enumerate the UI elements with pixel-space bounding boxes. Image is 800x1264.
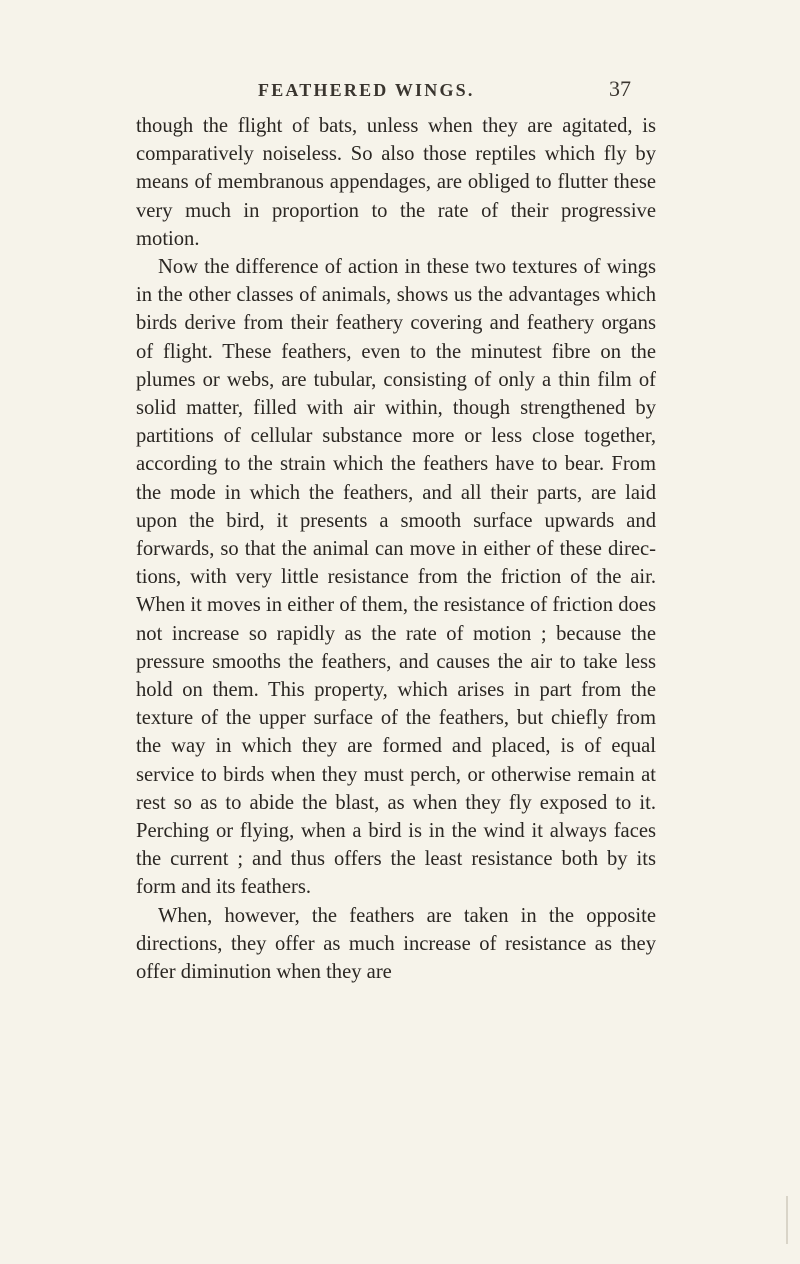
page-edge-mark <box>786 1196 788 1244</box>
page-number: 37 <box>609 76 631 101</box>
paragraph-2: Now the difference of action in these two textures of wings in the other classes of animals, shows us the advantages which birds derive from their feathery covering and feathery organs of flight. These feathers, even to the minutest fibre on the plumes or webs, are tubular, consisting of only a thin film of solid matter, filled with air within, though strengthened by partitions of cellular substance more or less close together, according to the strain which the feathers have to bear. From the mode in which the feathers, and all their parts, are laid upon the bird, it presents a smooth surface upwards and forwards, so that the animal can move in either of these directions, with very little resistance from the friction of the air. When it moves in either of them, the resistance of friction does not increase so rapidly as the rate of motion ; because the pressure smooths the feathers, and causes the air to take less hold on them. This property, which arises in part from the texture of the upper surface of the feathers, but chiefly from the way in which they are formed and placed, is of equal service to birds when they must perch, or otherwise remain at rest so as to abide the blast, as when they fly exposed to it. Perching or flying, when a bird is in the wind it always faces the current ; and thus offers the least resistance both by its form and its feathers. <box>136 256 656 899</box>
paragraph-1: though the flight of bats, unless when they are agitated, is comparatively noiseless. So also those reptiles which fly by means of membranous appendages, are obliged to flutter these very much in proportion to the rate of their progressive motion. <box>136 115 656 250</box>
running-title: FEATHERED WINGS. <box>258 80 475 100</box>
body-text <box>136 112 656 986</box>
paragraph-3: When, however, the feathers are taken in the opposite directions, they offer as much increase of resistance as they offer diminution when they are <box>136 904 656 984</box>
